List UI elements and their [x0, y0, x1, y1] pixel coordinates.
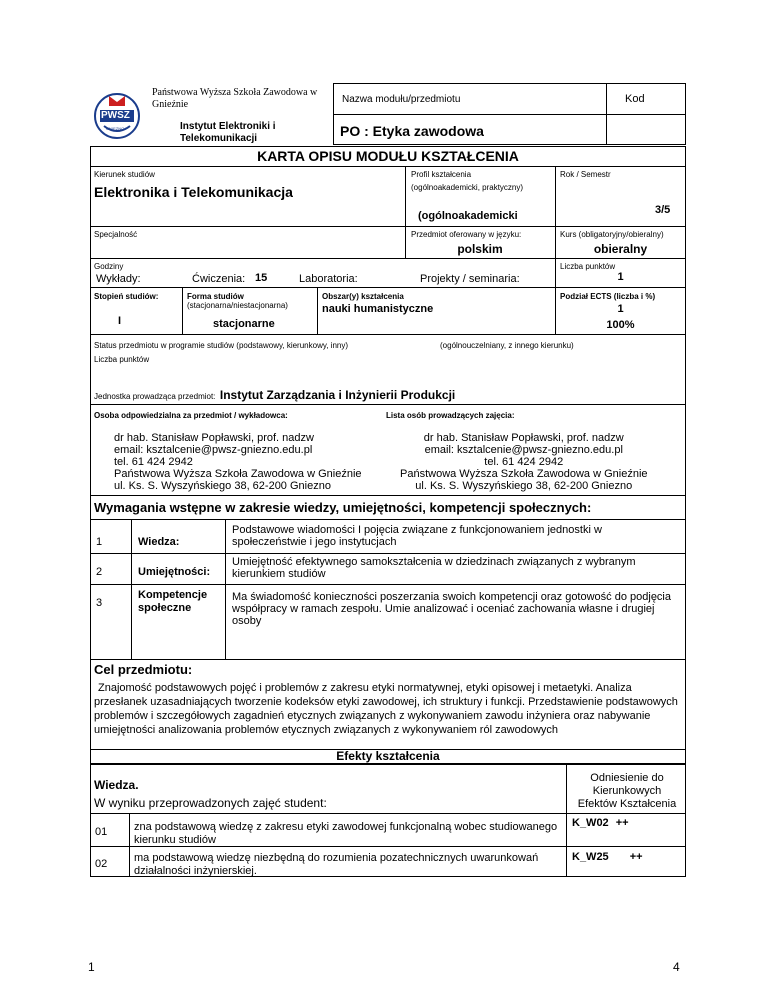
rok-label: Rok / Semestr [560, 170, 611, 179]
specjalnosc-label: Specjalność [94, 230, 138, 239]
prereq-label: Kompetencje społeczne [138, 589, 208, 614]
lecturer-email: email: ksztalcenie@pwsz-gniezno.edu.pl [114, 444, 313, 456]
instructor-tel: tel. 61 424 2942 [484, 456, 564, 468]
liczba-pkt-label: Liczba punktów [560, 262, 616, 271]
cwiczenia-value: 15 [255, 272, 268, 284]
logo-subtext: GNIEZNO [106, 126, 125, 131]
effect-text: ma podstawową wiedzę niezbędną do rozumienia pozatechnicznych uwarunkowań działalności inżynierskiej. [134, 852, 539, 877]
kurs-label: Kurs (obligatoryjny/obieralny) [560, 230, 664, 239]
prereq-num: 2 [96, 566, 103, 578]
instructors-block [400, 432, 648, 492]
effect-text: zna podstawową wiedzę z zakresu etyki zawodowej funkcjonalną wobec studiowanego kierunku studiów [134, 821, 558, 846]
effect-ref [572, 851, 643, 863]
prereq-text: Umiejętność efektywnego samokształcenia w dziedzinach związanych z wybranym kierunkiem studiów [232, 556, 636, 580]
card-title: KARTA OPISU MODUŁU KSZTAŁCENIA [257, 148, 519, 164]
prereq-label: Wiedza: [138, 536, 180, 548]
effect-ref-code: K_W02 [572, 817, 609, 829]
footer-right-number: 4 [673, 960, 680, 974]
module-name: PO : Etyka zawodowa [340, 123, 484, 139]
liczba-pkt-label-2: Liczba punktów [94, 355, 150, 364]
goal-text: Znajomość podstawowych pojęć i problemów z zakresu etyki normatywnej, etyki opisowej i metaetyki. Analiza przesłanek uzasadniających tworzenie kodeksów etyki zawodowej, ich struktury i funkcji. Przedstawienie podstawowych problemów i szczegółowych zagadnień etycznych związanych z wykonywaniem zawodu inżyniera oraz nabywanie umiejętności analizowania problemów etycznych związanych z wykonywaniem ról zawodowych [94, 682, 678, 736]
status-hint: (ogólnouczelniany, z innego kierunku) [440, 341, 574, 350]
footer-left-number: 1 [88, 960, 95, 974]
profil-value: (ogólnoakademicki [418, 210, 518, 222]
kierunek-value: Elektronika i Telekomunikacja [94, 184, 293, 200]
wyklady-label: Wykłady: [96, 273, 141, 285]
effects-section-title: Wiedza. [94, 778, 139, 792]
jednostka-value: Instytut Zarządzania i Inżynierii Produkcji [219, 388, 456, 402]
goal-title: Cel przedmiotu: [94, 662, 193, 677]
prereq-text: Ma świadomość konieczności poszerzania swoich kompetencji oraz gotowość do podjęcia współpracy w ramach zespołu. Umie analizować i oceniać zachowania własne i drugiej osoby [232, 591, 671, 627]
prereq-text: Podstawowe wiadomości I pojęcia związane z funkcjonowaniem jednostki w społeczeństwie i jego instytucjach [232, 524, 602, 548]
jednostka-row [94, 386, 455, 404]
instructor-school: Państwowa Wyższa Szkoła Zawodowa w Gnieźnie [400, 468, 648, 480]
instructor-name: dr hab. Stanisław Popławski, prof. nadzw [423, 432, 624, 444]
lecturer-school: Państwowa Wyższa Szkoła Zawodowa w Gnieźnie [114, 468, 362, 480]
lecturer-address: ul. Ks. S. Wyszyńskiego 38, 62-200 Gniezno [114, 480, 331, 492]
forma-label: Forma studiów [187, 292, 244, 301]
prereq-title: Wymagania wstępne w zakresie wiedzy, umiejętności, kompetencji społecznych: [94, 500, 592, 515]
ects-percent: 100% [606, 319, 635, 331]
jezyk-label: Przedmiot oferowany w języku: [411, 230, 522, 239]
instructor-email: email: ksztalcenie@pwsz-gniezno.edu.pl [424, 444, 623, 456]
status-label: Status przedmiotu w programie studiów (podstawowy, kierunkowy, inny) [94, 341, 349, 350]
cwiczenia-label: Ćwiczenia: [192, 273, 246, 285]
prereq-num: 1 [96, 536, 103, 548]
institute-name: Instytut Elektroniki i Telekomunikacji [180, 121, 276, 144]
school-logo [92, 90, 142, 140]
stopien-value: I [118, 315, 122, 327]
effect-ref-mark: ++ [629, 851, 643, 863]
effects-ref-header: Odniesienie do Kierunkowych Efektów Kształcenia [577, 772, 677, 810]
jezyk-value: polskim [457, 242, 503, 256]
kurs-value: obieralny [593, 242, 648, 256]
effect-num: 01 [95, 826, 108, 838]
lecturer-block [114, 432, 362, 492]
module-name-label: Nazwa modułu/przedmiotu [342, 94, 461, 105]
kierunek-label: Kierunek studiów [94, 170, 155, 179]
forma-value: stacjonarne [213, 318, 275, 330]
lecturer-tel: tel. 61 424 2942 [114, 456, 193, 468]
ects-label: Podział ECTS (liczba i %) [560, 292, 656, 301]
prereq-num: 3 [96, 597, 103, 609]
godziny-label: Godziny [94, 262, 124, 271]
lecturer-name: dr hab. Stanisław Popławski, prof. nadzw [114, 432, 314, 444]
lista-label: Lista osób prowadzących zajęcia: [386, 411, 515, 420]
profil-hint: (ogólnoakademicki, praktyczny) [411, 183, 524, 192]
school-name: Państwowa Wyższa Szkoła Zawodowa w Gnieźnie [152, 87, 318, 110]
ects-value: 1 [617, 303, 624, 315]
prereq-label: Umiejętności: [138, 566, 211, 578]
projekty-label: Projekty / seminaria: [420, 273, 520, 285]
logo-text: PWSZ [101, 110, 130, 121]
effect-num: 02 [95, 858, 108, 870]
effect-ref-code: K_W25 [572, 851, 609, 863]
effects-title: Efekty kształcenia [336, 749, 440, 763]
instructor-address: ul. Ks. S. Wyszyńskiego 38, 62-200 Gniezno [415, 480, 633, 492]
osoba-label: Osoba odpowiedzialna za przedmiot / wykładowca: [94, 411, 288, 420]
obszar-label: Obszar(y) kształcenia [322, 292, 404, 301]
rok-value: 3/5 [655, 204, 671, 216]
code-label: Kod [625, 93, 645, 105]
jednostka-label: Jednostka prowadząca przedmiot: [94, 392, 216, 401]
effect-ref-mark: ++ [615, 817, 629, 829]
stopien-label: Stopień studiów: [94, 292, 159, 301]
obszar-value: nauki humanistyczne [322, 303, 434, 315]
liczba-pkt-value: 1 [617, 271, 624, 283]
effects-section-subtitle: W wyniku przeprowadzonych zajęć student: [94, 796, 327, 810]
effect-ref [572, 817, 629, 829]
forma-hint: (stacjonarna/niestacjonarna) [187, 301, 288, 310]
laboratoria-label: Laboratoria: [299, 273, 358, 285]
profil-label: Profil kształcenia [411, 170, 472, 179]
